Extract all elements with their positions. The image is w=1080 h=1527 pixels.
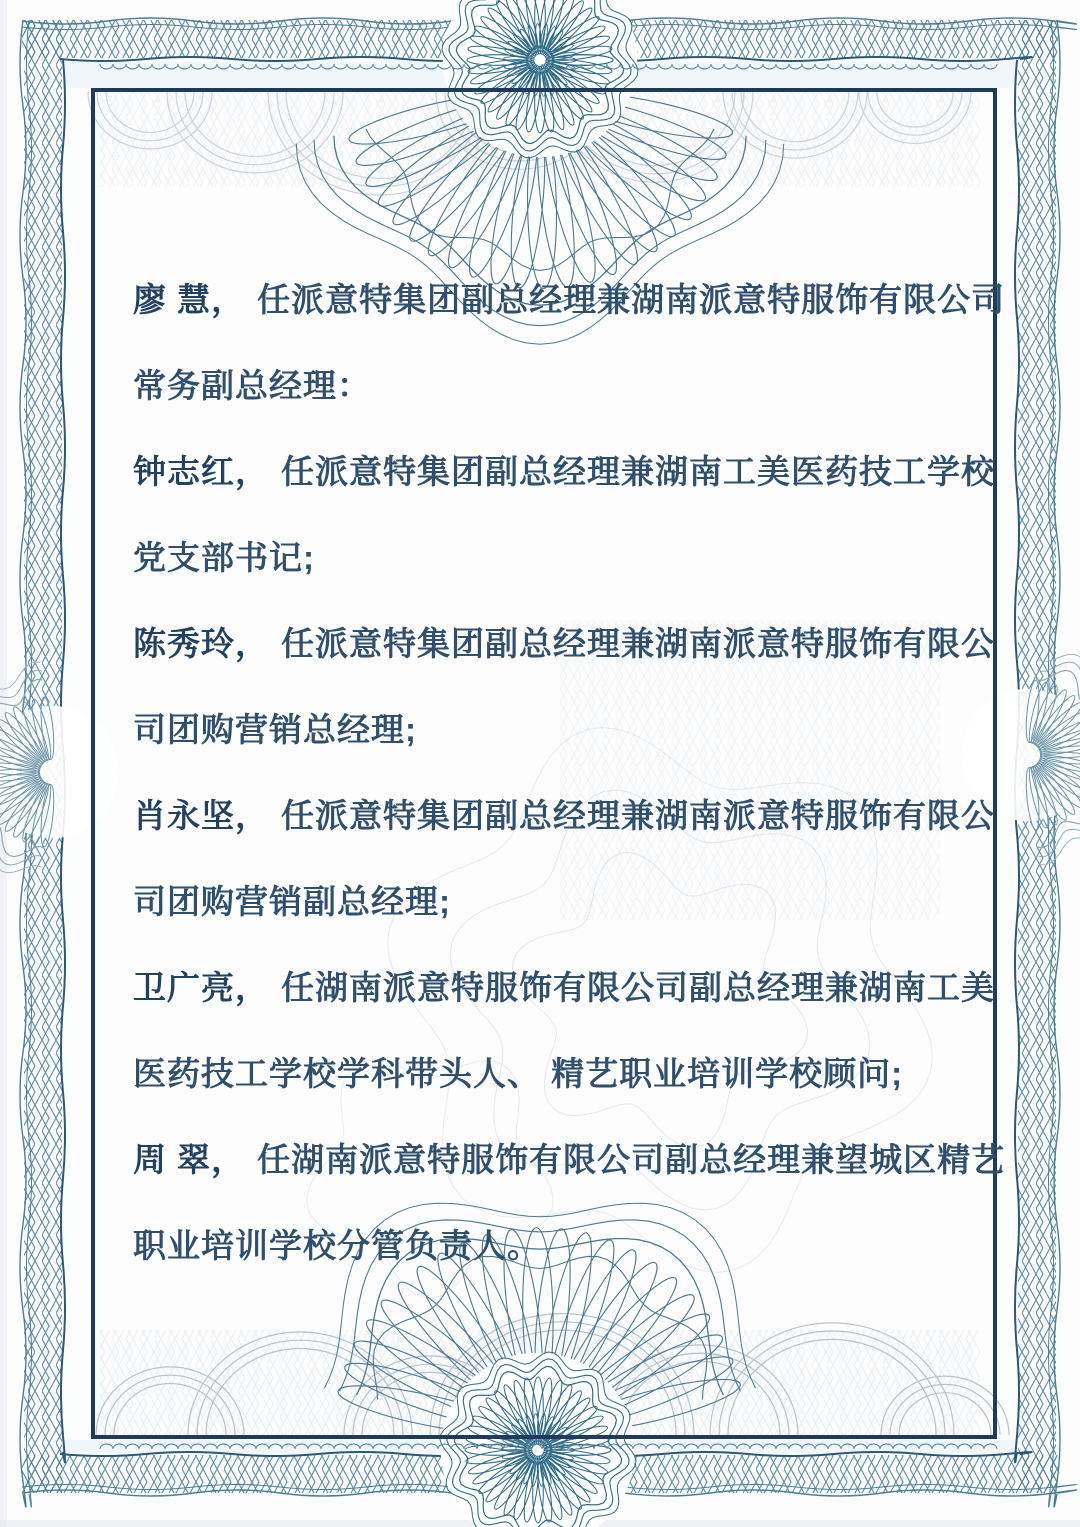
- entry-5-line-2: 医药技工学校学科带头人、 精艺职业培训学校顾问;: [133, 1055, 904, 1092]
- appointment-text: 任湖南派意特服饰有限公司副总经理兼湖南工美: [281, 969, 995, 1006]
- entry-4-line-2: 司团购营销副总经理;: [133, 883, 451, 920]
- entry-2-line-2: 党支部书记;: [133, 539, 315, 576]
- person-name: 卫广亮，: [133, 969, 269, 1006]
- appointment-text: 任派意特集团副总经理兼湖南派意特服饰有限公: [281, 625, 995, 662]
- person-name: 周 翠，: [133, 1141, 246, 1178]
- person-name: 廖 慧，: [133, 281, 246, 318]
- entry-3-line-2: 司团购营销总经理;: [133, 711, 417, 748]
- person-name: 钟志红，: [133, 453, 269, 490]
- appointment-text-block: [133, 257, 1006, 1289]
- entry-3-line-1: [133, 601, 993, 687]
- entry-1-line-1: [133, 257, 1006, 343]
- appointment-text: 任派意特集团副总经理兼湖南派意特服饰有限公: [281, 797, 995, 834]
- entry-1-line-2: 常务副总经理：: [133, 367, 371, 404]
- entry-4-line-1: [133, 773, 993, 859]
- entry-6-line-2: 职业培训学校分管负责人。: [133, 1227, 541, 1264]
- appointment-text: 任派意特集团副总经理兼湖南派意特服饰有限公司: [257, 281, 1006, 318]
- appointment-text: 任派意特集团副总经理兼湖南工美医药技工学校: [281, 453, 995, 490]
- entry-5-line-1: [133, 945, 993, 1031]
- entry-2-line-1: [133, 429, 993, 515]
- person-name: 陈秀玲，: [133, 625, 269, 662]
- entry-6-line-1: [133, 1117, 1006, 1203]
- appointment-text: 任湖南派意特服饰有限公司副总经理兼望城区精艺: [257, 1141, 1006, 1178]
- person-name: 肖永坚，: [133, 797, 269, 834]
